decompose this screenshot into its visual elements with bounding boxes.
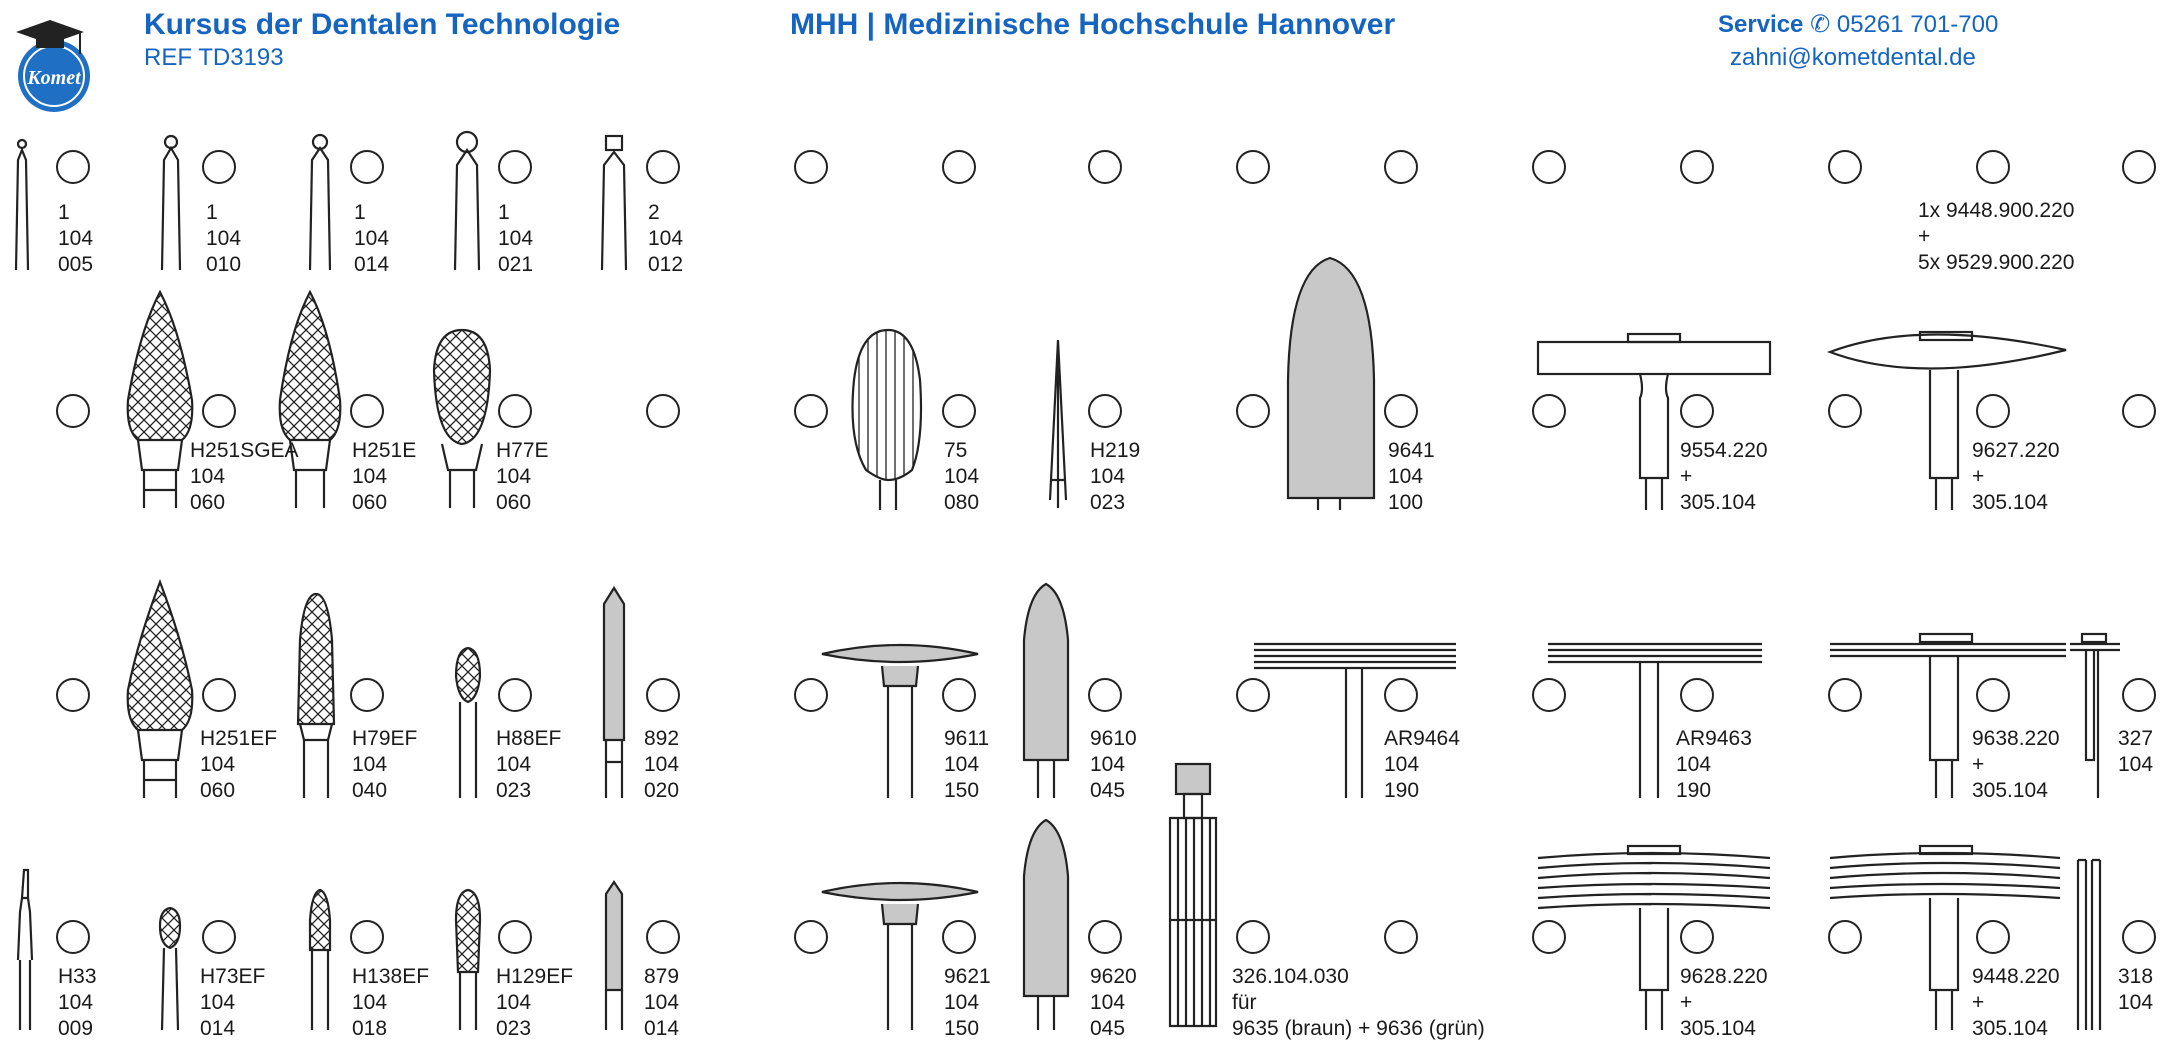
item-label-line: H33 — [58, 965, 97, 988]
item-label-r4c9 — [1680, 964, 1768, 1042]
item-label-r3c6 — [1090, 726, 1137, 804]
mandrel-318 — [2078, 860, 2100, 1030]
item-label-line: 9638.220 — [1972, 727, 2060, 750]
item-label-line: 326.104.030 — [1232, 965, 1349, 988]
mounting-hole — [1236, 678, 1270, 712]
item-label-line: 104 — [190, 465, 226, 488]
item-label-line: 104 — [1090, 753, 1126, 776]
mounting-hole — [1088, 920, 1122, 954]
bur-r1c2 — [162, 136, 180, 270]
mounting-hole — [1976, 678, 2010, 712]
mounting-hole — [646, 150, 680, 184]
item-label-r2c1 — [190, 438, 299, 516]
item-label-line: 9554.220 — [1680, 439, 1768, 462]
item-label-line: + — [1972, 991, 1985, 1014]
item-label-r3c5 — [944, 726, 989, 804]
mounting-hole — [202, 150, 236, 184]
item-label-line: 9641 — [1388, 439, 1435, 462]
mounting-hole — [1680, 150, 1714, 184]
polisher-9620 — [1024, 820, 1068, 1030]
item-label-line: für — [1232, 991, 1257, 1014]
mounting-hole — [1236, 920, 1270, 954]
item-label-line: 104 — [1676, 753, 1712, 776]
item-label-line: + — [1680, 991, 1693, 1014]
item-label-line: H251SGEA — [190, 439, 299, 462]
item-label-line: 104 — [354, 227, 390, 250]
item-label-line: H88EF — [496, 727, 562, 750]
item-label-line: 023 — [496, 779, 532, 802]
item-label-line: 9611 — [944, 727, 990, 750]
item-label-line: 104 — [648, 227, 684, 250]
item-label-line: 5x 9529.900.220 — [1918, 251, 2075, 274]
mounting-hole — [1384, 394, 1418, 428]
item-label-r4c7 — [1090, 964, 1137, 1042]
item-label-line: 892 — [644, 727, 680, 750]
item-label-r2c6 — [1388, 438, 1435, 516]
item-label-r1c5 — [648, 200, 683, 278]
item-label-line: 012 — [648, 253, 684, 276]
item-label-line: 104 — [2118, 991, 2154, 1014]
mounting-hole — [1384, 920, 1418, 954]
mounting-hole — [1976, 394, 2010, 428]
item-label-line: 104 — [498, 227, 534, 250]
mounting-hole — [1532, 150, 1566, 184]
school-name: MHH | Medizinische Hochschule Hannover — [790, 8, 1396, 41]
item-label-line: H251EF — [200, 727, 278, 750]
item-label-line: 104 — [644, 753, 680, 776]
item-label-line: 104 — [944, 753, 980, 776]
item-label-line: + — [1918, 225, 1931, 248]
item-label-r2c7 — [1680, 438, 1768, 516]
mounting-hole — [1088, 150, 1122, 184]
mounting-hole — [942, 678, 976, 712]
mounting-hole — [350, 394, 384, 428]
item-label-line: 104 — [1090, 465, 1126, 488]
item-label-line: 104 — [200, 991, 236, 1014]
item-label-r4c11 — [2118, 964, 2153, 1016]
service-email[interactable]: zahni@kometdental.de — [1730, 44, 1976, 71]
mounting-hole — [1828, 150, 1862, 184]
bur-H129EF — [456, 890, 480, 1030]
item-label-r2c8 — [1972, 438, 2060, 516]
bur-H251EF — [128, 582, 193, 798]
bur-H77E — [434, 330, 490, 508]
mounting-hole — [1532, 920, 1566, 954]
item-label-line: 014 — [354, 253, 390, 276]
item-label-line: 1 — [354, 201, 366, 224]
item-label-line: 9448.220 — [1972, 965, 2060, 988]
item-label-line: H129EF — [496, 965, 574, 988]
mounting-hole — [1384, 150, 1418, 184]
bur-H88EF — [456, 648, 480, 798]
bur-H138EF — [310, 890, 330, 1030]
item-label-line: 104 — [2118, 753, 2154, 776]
item-label-r1c4 — [498, 200, 533, 278]
item-label-line: 327 — [2118, 727, 2154, 750]
service-label: Service — [1718, 11, 1804, 38]
service-phone: 05261 701-700 — [1836, 11, 1999, 38]
item-label-line: 104 — [1090, 991, 1126, 1014]
item-label-r3c7 — [1384, 726, 1460, 804]
item-label-line: 1x 9448.900.220 — [1918, 199, 2075, 222]
item-label-line: 104 — [1388, 465, 1424, 488]
item-label-line: 150 — [944, 1017, 980, 1040]
item-label-line: 104 — [1384, 753, 1420, 776]
item-label-r2c5 — [1090, 438, 1140, 516]
mounting-hole — [498, 678, 532, 712]
mounting-hole — [202, 920, 236, 954]
handle-326 — [1170, 764, 1216, 1026]
mounting-hole — [794, 150, 828, 184]
mounting-hole — [1088, 394, 1122, 428]
mounting-hole — [2122, 394, 2156, 428]
polisher-9641 — [1288, 258, 1374, 510]
item-label-r3c2 — [352, 726, 417, 804]
item-label-line: 305.104 — [1680, 1017, 1756, 1040]
bur-H251SGEA — [128, 292, 193, 508]
mounting-hole — [1680, 394, 1714, 428]
mounting-hole — [202, 678, 236, 712]
mounting-hole — [794, 920, 828, 954]
mounting-hole — [1532, 394, 1566, 428]
item-label-line: 060 — [352, 491, 388, 514]
bur-r1c3 — [310, 135, 330, 270]
mounting-hole — [202, 394, 236, 428]
mounting-hole — [56, 920, 90, 954]
item-label-line: 305.104 — [1972, 1017, 2048, 1040]
item-label-line: AR9464 — [1384, 727, 1460, 750]
mounting-hole — [1532, 678, 1566, 712]
mounting-hole — [942, 394, 976, 428]
item-label-line: 9610 — [1090, 727, 1137, 750]
course-title: Kursus der Dentalen Technologie — [144, 8, 621, 41]
item-label-line: H251E — [352, 439, 417, 462]
item-label-line: 9627.220 — [1972, 439, 2060, 462]
item-label-line: 104 — [58, 227, 94, 250]
item-label-line: 014 — [200, 1017, 236, 1040]
item-label-r2c2 — [352, 438, 416, 516]
bur-H79EF — [298, 594, 334, 798]
item-label-line: 104 — [206, 227, 242, 250]
item-label-line: H73EF — [200, 965, 266, 988]
item-label-line: 104 — [644, 991, 680, 1014]
item-label-line: + — [1972, 753, 1985, 776]
bur-H73EF — [160, 908, 180, 1030]
item-label-r3c10 — [2118, 726, 2153, 778]
mounting-hole — [498, 150, 532, 184]
item-label-r4c10 — [1972, 964, 2060, 1042]
mounting-hole — [2122, 678, 2156, 712]
bur-H219 — [1050, 340, 1066, 508]
item-label-r4c6 — [944, 964, 991, 1042]
mounting-hole — [1088, 678, 1122, 712]
item-label-line: 045 — [1090, 779, 1126, 802]
logo-text: Komet — [27, 67, 81, 89]
mounting-hole — [1976, 150, 2010, 184]
item-label-line: 879 — [644, 965, 680, 988]
item-label-r3c3 — [496, 726, 561, 804]
item-label-r4c2 — [200, 964, 265, 1042]
item-label-line: 190 — [1384, 779, 1420, 802]
item-label-line: 1 — [206, 201, 218, 224]
item-label-line: 010 — [206, 253, 242, 276]
bur-892 — [604, 588, 624, 798]
bur-r1c4 — [455, 132, 479, 270]
item-label-line: 104 — [58, 991, 94, 1014]
item-label-r2c4 — [944, 438, 979, 516]
mounting-hole — [646, 394, 680, 428]
mounting-hole — [1384, 678, 1418, 712]
item-label-line: H138EF — [352, 965, 430, 988]
item-label-r1c3 — [354, 200, 389, 278]
item-label-line: H77E — [496, 439, 549, 462]
item-label-r3c4 — [644, 726, 679, 804]
item-label-line: 9635 (braun) + 9636 (grün) — [1232, 1017, 1485, 1040]
item-label-line: 104 — [496, 991, 532, 1014]
item-label-line: 104 — [352, 991, 388, 1014]
mounting-hole — [498, 394, 532, 428]
item-label-line: 2 — [648, 201, 660, 224]
mounting-hole — [646, 678, 680, 712]
item-label-line: 005 — [58, 253, 94, 276]
item-label-line: 020 — [644, 779, 680, 802]
item-label-line: + — [1680, 465, 1693, 488]
item-label-line: 104 — [496, 753, 532, 776]
item-label-line: 009 — [58, 1017, 94, 1040]
bur-75 — [853, 330, 922, 510]
item-label-line: 104 — [944, 991, 980, 1014]
item-label-line: 190 — [1676, 779, 1712, 802]
mounting-hole — [1236, 150, 1270, 184]
bur-H33 — [18, 870, 32, 1030]
mounting-hole — [1828, 394, 1862, 428]
item-label-line: 318 — [2118, 965, 2154, 988]
mounting-hole — [1976, 920, 2010, 954]
item-label-line: 104 — [352, 465, 388, 488]
item-label-line: 021 — [498, 253, 534, 276]
item-label-line: 023 — [1090, 491, 1126, 514]
item-label-line: 104 — [944, 465, 980, 488]
bur-879 — [606, 882, 622, 1030]
item-label-line: 75 — [944, 439, 968, 462]
mounting-hole — [498, 920, 532, 954]
item-label-line: 060 — [200, 779, 236, 802]
item-label-line: 305.104 — [1972, 491, 2048, 514]
mounting-hole — [1828, 920, 1862, 954]
item-label-line: 018 — [352, 1017, 388, 1040]
bur-r1c5 — [602, 136, 626, 270]
mounting-hole — [2122, 150, 2156, 184]
item-label-line: 060 — [496, 491, 532, 514]
item-label-line: 060 — [190, 491, 226, 514]
item-label-line: 080 — [944, 491, 980, 514]
item-label-line: 305.104 — [1972, 779, 2048, 802]
item-label-line: 104 — [200, 753, 236, 776]
mounting-hole — [646, 920, 680, 954]
item-label-line: 150 — [944, 779, 980, 802]
item-label-r4c5 — [644, 964, 679, 1042]
item-label-line: 9621 — [944, 965, 991, 988]
mandrel-327 — [2070, 634, 2120, 798]
item-label-line: 045 — [1090, 1017, 1126, 1040]
item-label-line: H219 — [1090, 439, 1141, 462]
mounting-hole — [794, 678, 828, 712]
mounting-hole — [350, 150, 384, 184]
mounting-hole — [794, 394, 828, 428]
mounting-hole — [350, 920, 384, 954]
mounting-hole — [942, 920, 976, 954]
item-label-line: 9620 — [1090, 965, 1137, 988]
item-label-r1c2 — [206, 200, 241, 278]
item-label-line: + — [1972, 465, 1985, 488]
phone-icon: ✆ — [1810, 11, 1831, 38]
mounting-hole — [350, 678, 384, 712]
item-label-line: 1 — [58, 201, 70, 224]
mounting-hole — [1680, 920, 1714, 954]
item-label-line: AR9463 — [1676, 727, 1752, 750]
item-label-line: 9628.220 — [1680, 965, 1768, 988]
mounting-hole — [1680, 678, 1714, 712]
item-label-r1c1 — [58, 200, 93, 278]
bur-r1c1 — [16, 140, 28, 270]
item-label-line: H79EF — [352, 727, 418, 750]
item-label-line: 104 — [496, 465, 532, 488]
item-label-r4c3 — [352, 964, 429, 1042]
item-label-r3c8 — [1676, 726, 1752, 804]
item-label-r2c3 — [496, 438, 549, 516]
item-label-r3c1 — [200, 726, 277, 804]
item-label-line: 104 — [352, 753, 388, 776]
polisher-9610 — [1024, 584, 1068, 798]
item-label-r4c8 — [1232, 964, 1485, 1042]
item-label-line: 305.104 — [1680, 491, 1756, 514]
item-label-line: 040 — [352, 779, 388, 802]
mounting-hole — [1828, 678, 1862, 712]
item-label-line: 014 — [644, 1017, 680, 1040]
item-label-r4c4 — [496, 964, 573, 1042]
item-label-r3c9 — [1972, 726, 2060, 804]
mounting-hole — [942, 150, 976, 184]
mounting-hole — [2122, 920, 2156, 954]
item-label-line: 023 — [496, 1017, 532, 1040]
item-label-line: 1 — [498, 201, 510, 224]
item-label-r2c8top — [1918, 198, 2074, 276]
item-label-line: 100 — [1388, 491, 1424, 514]
ref-number: REF TD3193 — [144, 44, 284, 71]
mounting-hole — [56, 678, 90, 712]
mounting-hole — [56, 394, 90, 428]
mounting-hole — [56, 150, 90, 184]
item-label-r4c1 — [58, 964, 97, 1042]
mounting-hole — [1236, 394, 1270, 428]
